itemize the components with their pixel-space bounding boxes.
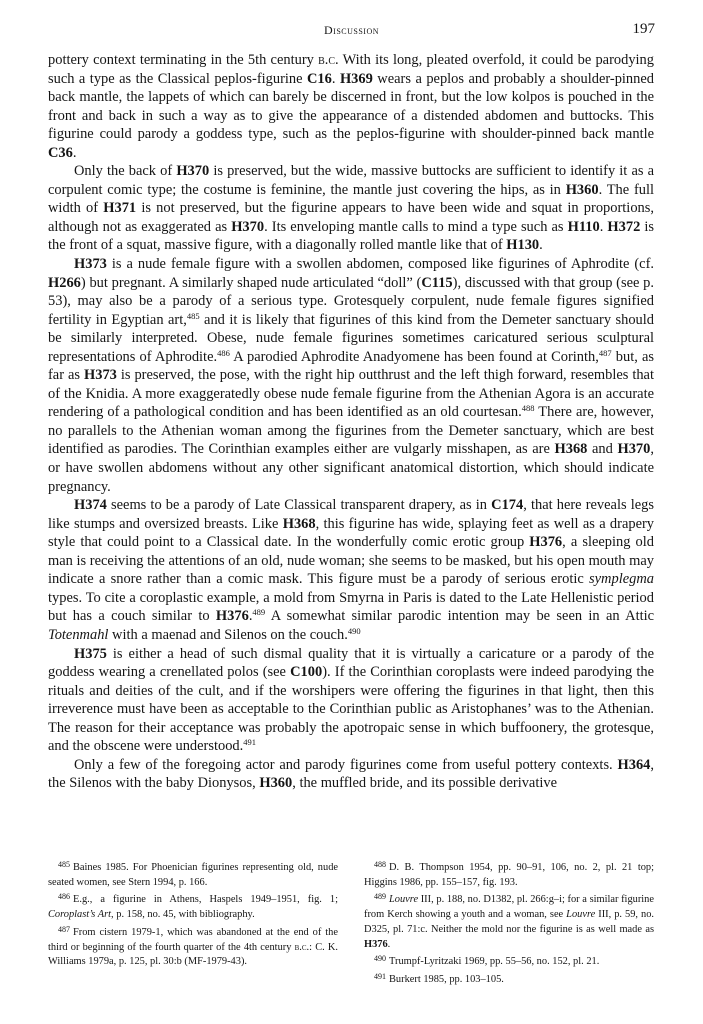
text-run: ), discussed with that group (see p. 53), may also be a parody of a serious type. Grotesquely corpulent, nude female figures signified fertility in Egyptian art,: [48, 274, 654, 328]
text-run: , the Silenos with the baby Dionysos,: [48, 756, 654, 792]
paragraph: [48, 255, 654, 496]
text-run: Only the back of: [74, 163, 177, 180]
text-run: ) but pregnant. A similarly shaped nude articulated “doll” (: [80, 274, 422, 291]
footnote-number: 490: [374, 954, 386, 964]
text-run: but, as far as: [48, 348, 654, 384]
text-run: is a nude female figure with a swollen abdomen, composed like figurines of Aphrodite (cf.: [106, 256, 654, 273]
era-abbreviation: b.c.: [318, 52, 339, 68]
text-run: Only a few of the foregoing actor and parody figurines come from useful pottery contexts.: [74, 756, 618, 773]
text-run: is the front of a squat, massive figure, with a diagonally rolled mantle like that of: [48, 218, 655, 254]
catalog-reference: H364: [617, 756, 651, 773]
text-run: with a maenad and Silenos on the couch.: [108, 626, 348, 643]
footnote-number: 486: [58, 892, 70, 902]
footnote-number: 491: [374, 971, 386, 981]
page-number: 197: [632, 21, 655, 37]
text-run: . Its enveloping mantle calls to mind a type such as: [264, 218, 568, 235]
text-run: .: [248, 608, 253, 625]
catalog-reference: H375: [74, 645, 107, 662]
footnote: [48, 858, 338, 890]
era-abbreviation: b.c.: [294, 941, 310, 953]
paragraph: [48, 496, 654, 644]
footnote-marker: 487: [598, 347, 612, 358]
text-run: , that here reveals legs like stumps and oversized breasts. Like: [48, 497, 654, 532]
text-run: D. B. Thompson 1954, pp. 90–91, 106, no. 2, pl. 21 top; Higgins 1986, pp. 155–157, fig. 193.: [364, 862, 654, 888]
footnote-number: 489: [374, 892, 386, 902]
footnote-marker: 486: [217, 347, 230, 358]
footnote-marker: 488: [521, 403, 535, 414]
text-run: and it is likely that figurines of this kind from the Demeter sanctuary should be similarly interpreted. Obese, nude female figurines sometimes caricatured serious sculptural representations of Aphrodite.: [48, 311, 654, 365]
text-run: There are, however, no parallels to the Athenian woman among the figurines from the Demeter sanctuary, which are best identified as parodies. The Corinthian examples either are vulgarly misshapen, as are: [48, 404, 654, 458]
text-run: From cistern 1979-1, which was abandoned at the end of the third or beginning of the fourth quarter of the 4th century: [48, 926, 338, 953]
catalog-reference: H376: [364, 938, 388, 950]
text-run: types. To cite a coroplastic example, a mold from Smyrna in Paris is dated to the Late Hellenistic period but has a couch similar to: [48, 589, 654, 625]
text-run: A parodied Aphrodite Anadyomene has been found at Corinth,: [229, 348, 599, 365]
footnote: [364, 890, 654, 952]
footnote-marker: 489: [252, 607, 266, 618]
italic-term: Coroplast’s Art: [48, 909, 112, 921]
text-run: seems to be a parody of Late Classical transparent drapery, as in: [106, 497, 492, 514]
text-run: Baines 1985. For Phoenician figurines representing old, nude seated women, see Stern 1994, p. 166.: [48, 862, 338, 888]
footnote-marker: 490: [347, 625, 361, 636]
catalog-reference: C36: [48, 144, 73, 161]
footnote: [48, 890, 338, 922]
catalog-reference: H130: [506, 237, 540, 254]
catalog-reference: C100: [290, 664, 323, 681]
text-run: .: [599, 218, 608, 235]
footnote: [48, 923, 338, 970]
paragraph: [48, 162, 654, 255]
catalog-reference: H266: [48, 274, 81, 291]
text-run: Burkert 1985, pp. 103–105.: [389, 973, 504, 985]
text-run: , this figurine has wide, splaying feet as well as a drapery style that could point to a Classical date. In the wonderfully comic erotic group: [48, 515, 655, 551]
catalog-reference: H374: [74, 497, 107, 514]
text-run: pottery context terminating in the 5th century: [48, 52, 319, 68]
italic-term: Louvre: [566, 909, 596, 921]
italic-term: Totenmahl: [48, 626, 109, 643]
catalog-reference: H370: [176, 163, 210, 180]
text-run: With its long, pleated overfold, it could be parodying such a type as the Classical peplos-figurine: [48, 52, 654, 87]
catalog-reference: H360: [259, 775, 293, 792]
text-run: A somewhat similar parodic intention may be seen in an Attic: [265, 608, 655, 625]
text-run: . The full width of: [48, 181, 655, 217]
text-run: is preserved, the pose, with the right hip outthrust and the left thigh forward, resembles that of the Knidia. A more exaggeratedly obese nude female figurine from the Athenian Agora is an accurate rendering of a pathological condition and has been identified as an old courtesan.: [48, 367, 654, 421]
text-run: .: [539, 237, 543, 254]
catalog-reference: H110: [567, 218, 600, 235]
text-run: is preserved, but the wide, massive buttocks are sufficient to identify it as a corpulent comic type; the costume is feminine, the mantle just covering the hips, as in: [48, 163, 655, 198]
text-run: .: [387, 938, 391, 950]
text-run: .: [331, 70, 340, 87]
text-run: and: [587, 441, 618, 458]
text-run: , a sleeping old man is receiving the attentions of an old, nude woman; she seems to be masked, but his open mouth may indicate a snore rather than a comic mask. This figure must be a parody of serious erotic: [48, 534, 654, 588]
catalog-reference: C16: [307, 70, 332, 87]
text-run: , p. 158, no. 45, with bibliography.: [111, 909, 255, 921]
catalog-reference: H370: [617, 441, 651, 458]
footnote: [364, 952, 654, 970]
text-run: is either a head of such dismal quality that it is virtually a caricature or a parody of the goddess wearing a crenellated polos (see: [48, 645, 654, 681]
footnotes-left-column: [48, 858, 338, 970]
footnotes-right-column: [364, 858, 654, 988]
catalog-reference: H376: [215, 608, 249, 625]
text-run: : C. K. Williams 1979a, p. 125, pl. 30:b (MF-1979-43).: [48, 941, 338, 968]
catalog-reference: H373: [84, 367, 117, 384]
catalog-reference: H376: [529, 534, 563, 551]
text-run: is not preserved, but the figurine appears to have been wide and squat in proportions, although not as exaggerated as: [48, 200, 654, 235]
catalog-reference: H369: [339, 70, 373, 87]
text-run: , the muffled bride, and its possible derivative: [292, 775, 557, 792]
footnote-number: 488: [374, 860, 386, 869]
text-run: III, p. 188, no. D1382, pl. 266:g–i; for a similar figurine from Kerch showing a youth and a woman, see: [364, 894, 654, 921]
text-run: E.g., a figurine in Athens, Haspels 1949–1951, fig. 1;: [73, 894, 338, 906]
catalog-reference: H371: [103, 200, 137, 217]
catalog-reference: C174: [491, 497, 524, 514]
catalog-reference: H360: [565, 181, 599, 198]
text-run: ). If the Corinthian coroplasts were indeed parodying the rituals and deities of the cult, and if the worshipers were offering the figurines in that light, then this irreverence must have been as acceptable to the Corinthian public as Aristophanes’ was to the Athenian. The reason for their acceptance was probably the apotropaic sense in which buffoonery, the grotesque, and the obscene were understood.: [48, 664, 654, 755]
footnote: [364, 858, 654, 890]
catalog-reference: H368: [282, 515, 316, 532]
text-run: wears a peplos and probably a shoulder-pinned back mantle, the lappets of which can barely be discerned in front, but the low kolpos is pouched in the front and back in such a way as to give the appearance of a distended abdomen and buttocks. This figurine could parody a goddess type, such as the peplos-figurine with shoulder-pinned back mantle: [48, 70, 654, 143]
catalog-reference: H370: [231, 218, 265, 235]
text-run: III, p. 59, no. D325, pl. 71:c. Neither the mold nor the figurine is as well made as: [364, 909, 654, 935]
italic-term: Louvre: [389, 894, 419, 906]
catalog-reference: H372: [607, 218, 641, 235]
footnote: [364, 970, 654, 988]
paragraph: [48, 756, 654, 793]
body-text: [48, 51, 654, 793]
running-head: Discussion: [323, 23, 379, 37]
text-run: .: [72, 144, 77, 161]
text-run: Trumpf-Lyritzaki 1969, pp. 55–56, no. 152, pl. 21.: [389, 956, 600, 968]
footnote-marker: 485: [186, 310, 200, 321]
catalog-reference: H373: [74, 256, 107, 273]
catalog-reference: H368: [554, 441, 588, 458]
footnote-number: 485: [58, 860, 70, 869]
paragraph: [48, 51, 654, 162]
italic-term: symplegma: [589, 571, 654, 588]
text-run: , or have swollen abdomens without any other significant anatomical distortion, which should indicate pregnancy.: [48, 441, 654, 495]
footnote-number: 487: [58, 924, 70, 934]
paragraph: [48, 645, 654, 756]
footnote-marker: 491: [243, 737, 256, 748]
page-header: [48, 20, 655, 40]
catalog-reference: C115: [421, 274, 453, 291]
